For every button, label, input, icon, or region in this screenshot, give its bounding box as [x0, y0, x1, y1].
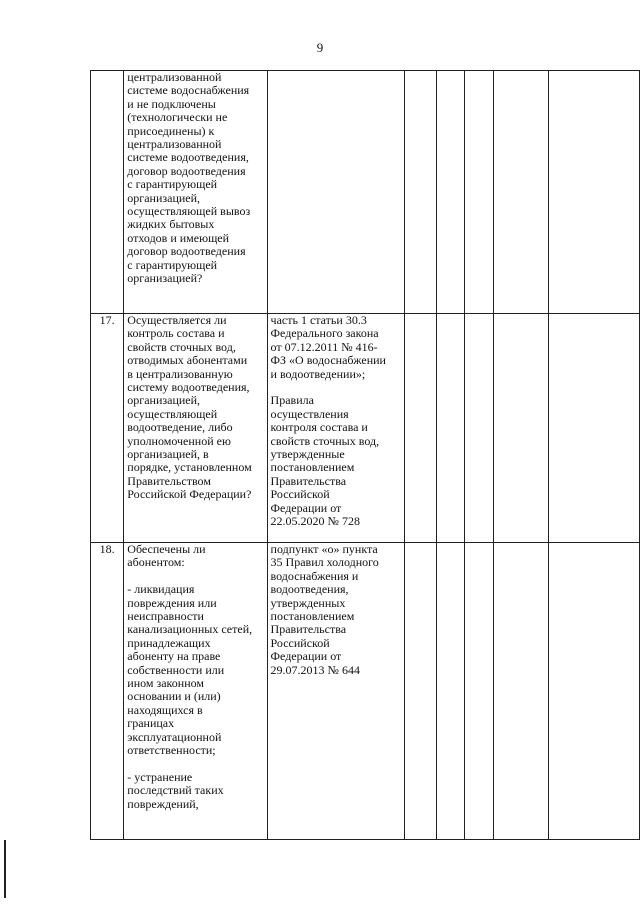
reference-line: часть 1 статьи 30.3 [270, 313, 367, 327]
empty-answer-cell [493, 314, 548, 543]
reference-line: от 07.12.2011 № 416- [270, 339, 378, 354]
reference-line: утвержденных [270, 595, 346, 610]
question-line [127, 757, 263, 770]
question-line: границах [127, 716, 175, 731]
question-line: организацией, [127, 190, 201, 205]
question-cell [124, 71, 267, 314]
reference-line: Российской [270, 635, 330, 650]
reference-line [271, 381, 402, 394]
reference-line: и водоотведении»; [270, 366, 366, 381]
reference-line: Федерации от [270, 649, 342, 664]
question-line: канализационных сетей, [127, 622, 253, 637]
question-line: повреждения или [127, 595, 217, 610]
question-line: эксплуатационной [127, 729, 222, 744]
question-line: Правительством [127, 473, 211, 488]
table-row [91, 543, 640, 840]
question-line: абонентом: [127, 555, 185, 570]
reference-line: осуществления [270, 406, 349, 421]
question-line: системе водоотведения, [127, 150, 249, 165]
empty-answer-cell [437, 314, 465, 543]
question-line: с гарантирующей [127, 177, 218, 192]
reference-line: Правила [270, 393, 314, 408]
row-number-cell: 18. [91, 543, 124, 840]
empty-answer-cell [405, 543, 437, 840]
question-line: (технологически не [127, 110, 228, 125]
reference-line: ФЗ «О водоснабжении [270, 353, 386, 368]
question-cell [124, 543, 267, 840]
reference-line: постановлением [270, 609, 355, 624]
reference-line: 29.07.2013 № 644 [270, 662, 360, 677]
question-line: с гарантирующей [127, 257, 218, 272]
table-row [91, 314, 640, 543]
question-cell [124, 314, 267, 543]
question-line: - устранение [127, 769, 193, 784]
page-number: 9 [316, 40, 324, 55]
question-line: системе водоснабжения [127, 83, 250, 98]
reference-line: постановлением [270, 460, 355, 475]
empty-answer-cell [465, 71, 494, 314]
question-line: осуществляющей [127, 406, 218, 421]
question-line: систему водоотведения, [127, 380, 250, 395]
empty-answer-cell [493, 71, 548, 314]
question-line: порядке, установленном [127, 460, 252, 475]
question-line: Российской Федерации? [127, 487, 252, 502]
reference-cell [267, 543, 405, 840]
empty-answer-cell [437, 71, 465, 314]
reference-line: водоотведения, [270, 582, 349, 597]
question-line: принадлежащих [127, 635, 211, 650]
reference-line: свойств сточных вод, [270, 433, 380, 448]
empty-answer-cell [465, 543, 494, 840]
empty-answer-cell [548, 314, 639, 543]
table-row [91, 71, 640, 314]
reference-line: Российской [270, 487, 330, 502]
reference-line: Федерального закона [270, 326, 379, 341]
question-line: контроль состава и [127, 326, 225, 341]
question-line: в централизованную [127, 366, 233, 381]
question-line: осуществляющей вывоз [127, 204, 251, 219]
reference-line: утвержденные [270, 447, 345, 462]
question-line: последствий таких [127, 783, 224, 798]
reference-cell [267, 314, 405, 543]
reference-line: контроля состава и [270, 420, 368, 435]
empty-answer-cell [548, 71, 639, 314]
question-line: повреждений, [127, 796, 199, 811]
reference-line: водоснабжения и [270, 568, 359, 583]
checklist-table [90, 70, 640, 840]
question-line [127, 570, 263, 583]
reference-cell [267, 71, 405, 314]
question-line: жидких бытовых [127, 217, 215, 232]
reference-line: подпункт «о» пункта [270, 542, 378, 556]
question-line: организацией? [127, 271, 203, 286]
reference-line: 22.05.2020 № 728 [270, 514, 360, 529]
question-line: основании и (или) [127, 689, 221, 704]
empty-answer-cell [405, 71, 437, 314]
reference-line: Правительства [270, 473, 347, 488]
question-line: организацией, в [127, 447, 209, 462]
question-line: договор водоотведения [127, 244, 246, 259]
question-line: ином законном [127, 676, 204, 691]
question-line: уполномоченной ею [127, 433, 231, 448]
question-line: Осуществляется ли [127, 313, 227, 327]
question-line: собственности или [127, 662, 225, 677]
question-line: - ликвидация [127, 582, 195, 597]
question-line: абоненту на праве [127, 649, 221, 664]
empty-answer-cell [465, 314, 494, 543]
question-line: ответственности; [127, 743, 216, 758]
question-line: организацией, [127, 393, 201, 408]
question-line: неисправности [127, 609, 204, 624]
question-line: договор водоотведения [127, 163, 246, 178]
row-number-cell: 17. [91, 314, 124, 543]
empty-answer-cell [437, 543, 465, 840]
scan-edge-mark [4, 840, 6, 898]
question-line: водоотведение, либо [127, 420, 233, 435]
reference-line: Федерации от [270, 500, 342, 515]
question-line: находящихся в [127, 702, 203, 717]
question-line: централизованной [127, 137, 222, 152]
question-line: централизованной [127, 70, 222, 84]
reference-line: 35 Правил холодного [270, 555, 379, 570]
question-line: отводимых абонентами [127, 353, 248, 368]
question-line: и не подключены [127, 96, 216, 111]
empty-answer-cell [493, 543, 548, 840]
row-number-cell [91, 71, 124, 314]
question-line: отходов и имеющей [127, 230, 230, 245]
question-line: Обеспечены ли [127, 542, 206, 556]
empty-answer-cell [548, 543, 639, 840]
question-line: свойств сточных вод, [127, 339, 236, 354]
empty-answer-cell [405, 314, 437, 543]
reference-line: Правительства [270, 622, 347, 637]
question-line: присоединены) к [127, 123, 215, 138]
